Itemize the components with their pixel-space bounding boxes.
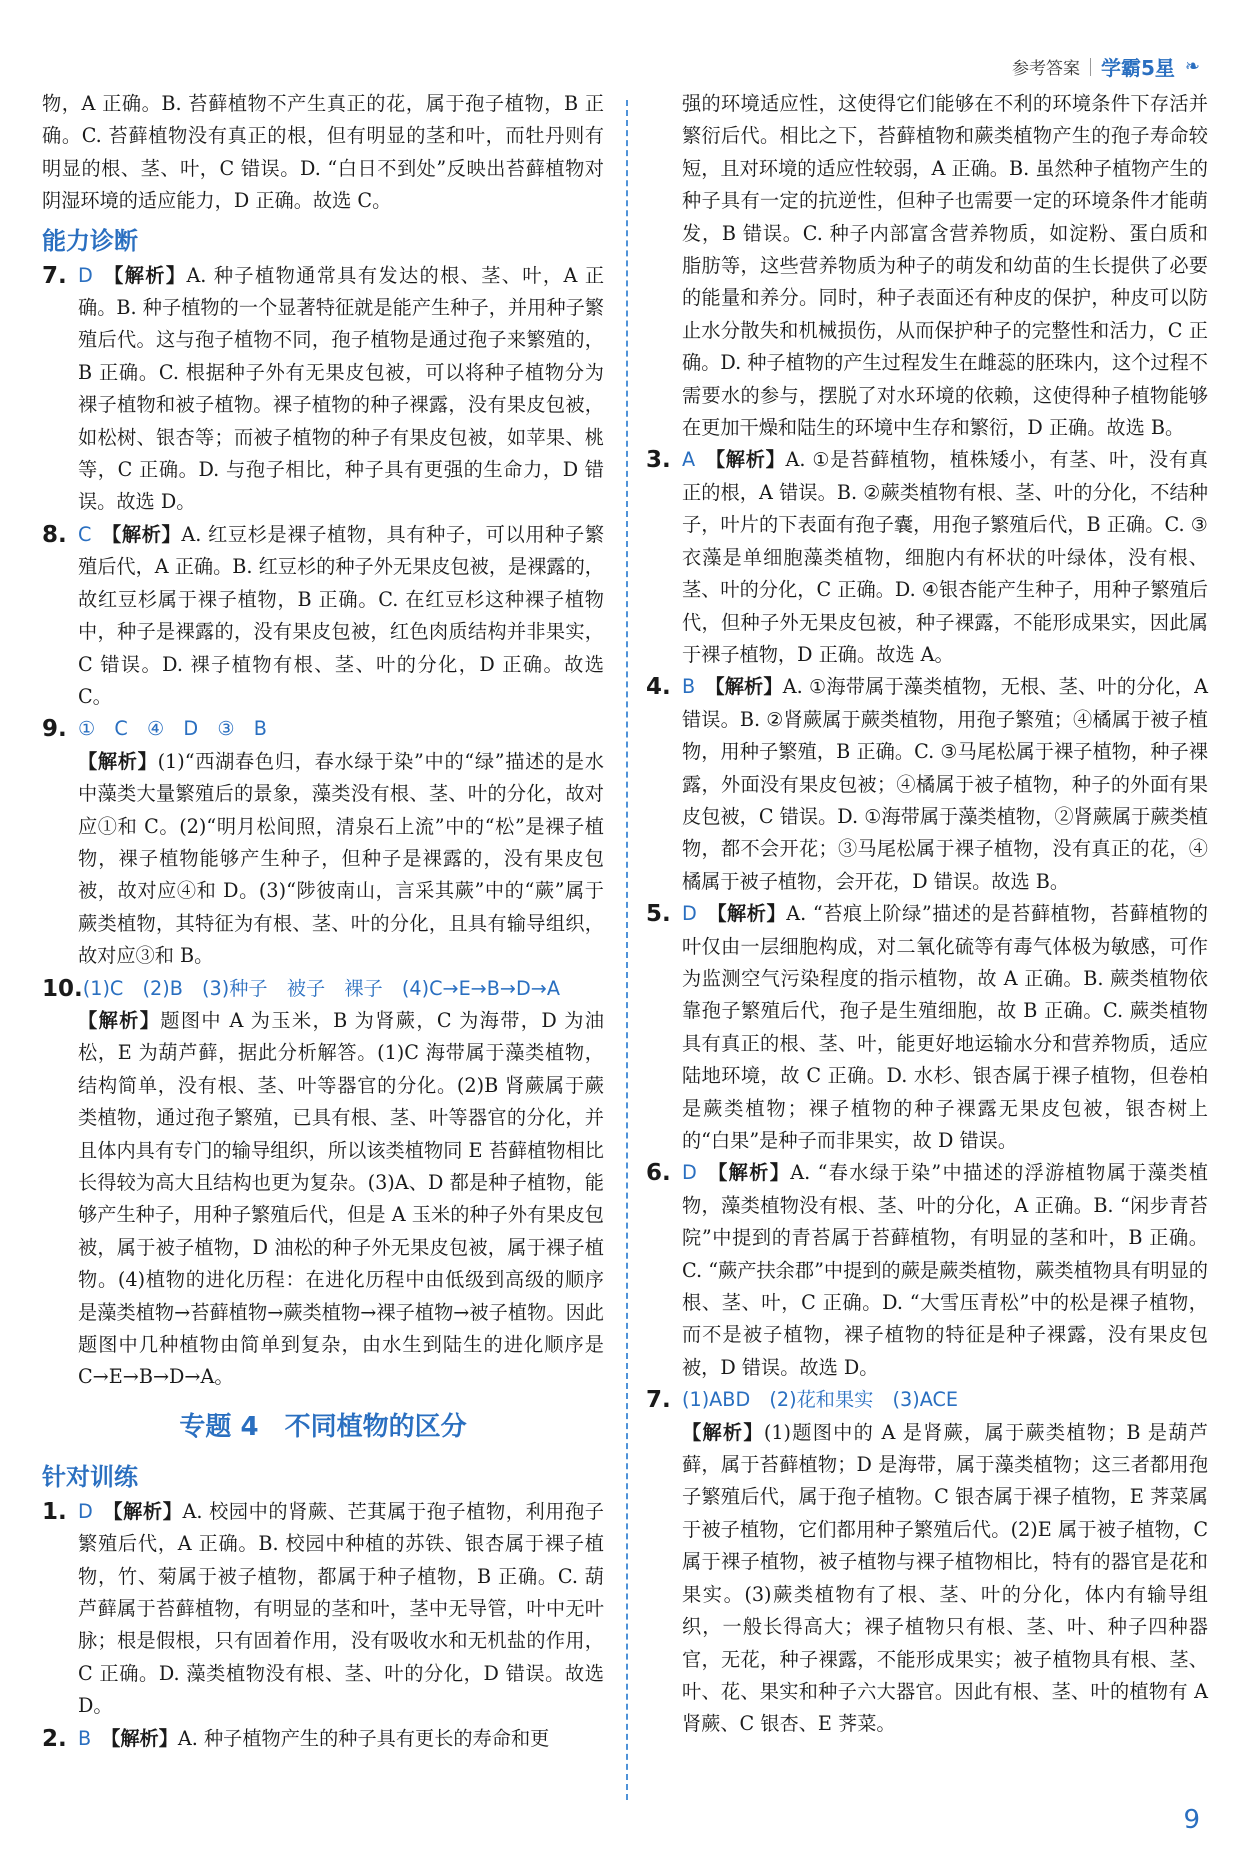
analysis-paragraph — [42, 1005, 604, 1394]
analysis-text: (1)“西湖春色归，春水绿于染”中的“绿”描述的是水中藻类大量繁殖后的景象，藻类没有根、茎、叶的分化，故对应①和 C。(2)“明月松间照，清泉石上流”中的“松”是裸子植物，裸子植物能够产生种子，但种子是裸露的，没有果皮包被，故对应④和 D。(3)“陟彼南山，言采其蕨”中的“蕨”属于蕨类植物，其特征为有根、茎、叶的分化，且具有输导组织，故对应③和 B。 — [78, 749, 604, 968]
section-heading: 能力诊断 — [42, 226, 138, 255]
question-item — [42, 519, 604, 713]
question-item — [646, 1157, 1208, 1384]
analysis-text: A. 种子植物产生的种子具有更长的寿命和更 — [177, 1726, 550, 1750]
analysis-paragraph — [42, 746, 604, 973]
analysis-text: A. 种子植物通常具有发达的根、茎、叶，A 正确。B. 种子植物的一个显著特征就是能产生种子，并用种子繁殖后代。这与孢子植物不同，孢子植物是通过孢子来繁殖的，B 正确。C. 根据种子外有无果皮包被，可以将种子植物分为裸子植物和被子植物。裸子植物的种子裸露，没有果皮包被，如松树、银杏等；而被子植物的种子有果皮包被，如苹果、桃等，C 正确。D. 与孢子相比，种子具有更强的生命力，D 错误。故选 D。 — [78, 263, 605, 514]
left-column — [42, 88, 604, 1755]
answer: B — [78, 1726, 92, 1750]
analysis-tag: 【解析】 — [706, 1161, 791, 1185]
answer: D — [78, 263, 93, 287]
answer: B — [682, 675, 696, 699]
analysis-text: A. 红豆杉是裸子植物，具有种子，可以用种子繁殖后代，A 正确。B. 红豆杉的种子外无果皮包被，是裸露的，故红豆杉属于裸子植物，B 正确。C. 在红豆杉这种裸子植物中，种子是裸露的，没有果皮包被，红色肉质结构并非果实，C 错误。D. 裸子植物有根、茎、叶的分化，D 正确。故选 C。 — [78, 522, 605, 708]
topic-heading: 专题 4 不同植物的区分 — [179, 1411, 467, 1442]
question-number: 7. — [646, 1387, 671, 1414]
analysis-tag: 【解析】 — [682, 1420, 764, 1444]
question-item — [646, 671, 1208, 898]
analysis-tag: 【解析】 — [102, 1499, 183, 1523]
analysis-tag: 【解析】 — [78, 749, 158, 773]
answer: D — [682, 902, 697, 926]
question-number: 10. — [42, 975, 83, 1002]
analysis-text: A. ①是苔藓植物，植株矮小，有茎、叶，没有真正的根，A 错误。B. ②蕨类植物有根、茎、叶的分化，不结种子，叶片的下表面有孢子囊，用孢子繁殖后代，B 正确。C. ③衣藻是单细胞藻类植物，细胞内有杯状的叶绿体，没有根、茎、叶的分化，C 正确。D. ④银杏能产生种子，用种子繁殖后代，但种子外无果皮包被，种子裸露，不能形成果实，因此属于裸子植物，D 正确。故选 A。 — [682, 448, 1208, 666]
analysis-text: A. “春水绿于染”中描述的浮游植物属于藻类植物，藻类植物没有根、茎、叶的分化，A 正确。B. “闲步青苔院”中提到的青苔属于苔藓植物，有明显的茎和叶，B 正确。C. “蕨产扶余郡”中提到的蕨是蕨类植物，蕨类植物具有明显的根、茎、叶，C 正确。D. “大雪压青松”中的松是裸子植物，而不是被子植物，裸子植物的特征是种子裸露，没有果皮包被，D 错误。故选 D。 — [682, 1161, 1208, 1379]
page-header — [1012, 52, 1200, 81]
question-number: 4. — [646, 674, 671, 701]
question-item — [646, 1384, 1208, 1416]
prev-question-tail: 强的环境适应性，这使得它们能够在不利的环境条件下存活并繁衍后代。相比之下，苔藓植物和蕨类植物产生的孢子寿命较短，且对环境的适应性较弱，A 正确。B. 虽然种子植物产生的种子具有一定的抗逆性，但种子也需要一定的环境条件才能萌发，B 错误。C. 种子内部富含营养物质，如淀粉、蛋白质和脂肪等，这些营养物质为种子的萌发和幼苗的生长提供了必要的能量和养分。同时，种子表面还有种皮的保护，种皮可以防止水分散失和机械损伤，从而保护种子的完整性和活力，C 正确。D. 种子植物的产生过程发生在雌蕊的胚珠内，这个过程不需要水的参与，摆脱了对水环境的依赖，这使得种子植物能够在更加干燥和陆生的环境中生存和繁衍，D 正确。故选 B。 — [682, 92, 1208, 440]
question-number: 1. — [42, 1498, 67, 1525]
answer: (1)C (2)B (3)种子 被子 裸子 (4)C→E→B→D→A — [82, 976, 560, 1000]
prev-question-tail: 物，A 正确。B. 苔藓植物不产生真正的花，属于孢子植物，B 正确。C. 苔藓植物没有真正的根，但有明显的茎和叶，而牡丹则有明显的根、茎、叶，C 错误。D. “白日不到处”反映出苔藓植物对阴湿环境的适应能力，D 正确。故选 C。 — [42, 92, 604, 213]
question-number: 7. — [42, 262, 67, 289]
analysis-tag: 【解析】 — [78, 1008, 161, 1032]
analysis-text: A. “苔痕上阶绿”描述的是苔藓植物，苔藓植物的叶仅由一层细胞构成，对二氧化硫等有毒气体极为敏感，可作为监测空气污染程度的指示植物，故 A 正确。B. 蕨类植物依靠孢子繁殖后代，孢子是生殖细胞，故 B 正确。C. 蕨类植物具有真正的根、茎、叶，能更好地运输水分和营养物质，适应陆地环境，故 C 正确。D. 水杉、银杏属于裸子植物，但卷柏是蕨类植物；裸子植物的种子裸露无果皮包被，银杏树上的“白果”是种子而非果实，故 D 错误。 — [682, 902, 1208, 1152]
analysis-tag: 【解析】 — [101, 522, 182, 546]
header-ref-label: 参考答案 — [1011, 59, 1080, 79]
right-column — [646, 88, 1208, 1741]
brand-leaf-icon: ❧ — [1184, 56, 1200, 77]
answer: ① C ④ D ③ B — [78, 717, 267, 741]
question-number: 9. — [42, 716, 67, 743]
question-item — [646, 898, 1208, 1157]
question-number: 5. — [646, 901, 671, 928]
analysis-paragraph — [646, 1417, 1208, 1741]
analysis-tag: 【解析】 — [705, 448, 786, 472]
answer: D — [78, 1499, 93, 1523]
header-separator — [1090, 58, 1091, 76]
analysis-text: A. ①海带属于藻类植物，无根、茎、叶的分化，A 错误。B. ②肾蕨属于蕨类植物，用孢子繁殖；④橘属于被子植物，用种子繁殖，B 正确。C. ③马尾松属于裸子植物，种子裸露，外面没有果皮包被；④橘属于被子植物，种子的外面有果皮包被，C 错误。D. ①海带属于藻类植物，②肾蕨属于蕨类植物，都不会开花；③马尾松属于裸子植物，没有真正的花，④橘属于被子植物，会开花，D 错误。故选 B。 — [682, 675, 1209, 893]
analysis-tag: 【解析】 — [102, 263, 187, 287]
analysis-text: 题图中 A 为玉米，B 为肾蕨，C 为海带，D 为油松，E 为葫芦藓，据此分析解答。(1)C 海带属于藻类植物，结构简单，没有根、茎、叶等器官的分化。(2)B 肾蕨属于蕨类植物，通过孢子繁殖，已具有根、茎、叶等器官的分化，并且体内具有专门的输导组织，所以该类植物同 E 苔藓植物相比长得较为高大且结构也更为复杂。(3)A、D 都是种子植物，能够产生种子，用种子繁殖后代，但是 A 玉米的种子外有果皮包被，属于被子植物，D 油松的种子外无果皮包被，属于裸子植物。(4)植物的进化历程：在进化历程中由低级到高级的顺序是藻类植物→苔藓植物→蕨类植物→裸子植物→被子植物。因此题图中几种植物由简单到复杂，由水生到陆生的进化顺序是 C→E→B→D→A。 — [78, 1008, 604, 1389]
question-item — [42, 713, 604, 745]
answer: (1)ABD (2)花和果实 (3)ACE — [682, 1388, 959, 1412]
question-number: 3. — [646, 447, 671, 474]
question-number: 2. — [42, 1725, 67, 1752]
question-item — [42, 1723, 604, 1755]
header-brand: 学霸5星 — [1100, 56, 1175, 80]
analysis-tag: 【解析】 — [101, 1726, 178, 1750]
answer: A — [682, 448, 696, 472]
question-item — [646, 444, 1208, 671]
column-divider — [626, 100, 628, 1800]
analysis-tag: 【解析】 — [705, 675, 783, 699]
analysis-text: A. 校园中的肾蕨、芒萁属于孢子植物，利用孢子繁殖后代，A 正确。B. 校园中种植的苏铁、银杏属于裸子植物，竹、菊属于被子植物，都属于种子植物，B 正确。C. 葫芦藓属于苔藓植物，有明显的茎和叶，茎中无导管，叶中无叶脉；根是假根，只有固着作用，没有吸收水和无机盐的作用，C 正确。D. 藻类植物没有根、茎、叶的分化，D 错误。故选 D。 — [78, 1499, 604, 1718]
answer: D — [682, 1161, 697, 1185]
question-item — [42, 260, 604, 519]
section-heading: 针对训练 — [42, 1462, 138, 1491]
page-number: 9 — [1183, 1805, 1200, 1835]
question-number: 8. — [42, 521, 67, 548]
question-item — [42, 1496, 604, 1723]
question-number: 6. — [646, 1160, 671, 1187]
question-item — [42, 973, 604, 1005]
answer: C — [78, 522, 92, 546]
analysis-text: (1)题图中的 A 是肾蕨，属于蕨类植物；B 是葫芦藓，属于苔藓植物；D 是海带，属于藻类植物；这三者都用孢子繁殖后代，属于孢子植物。C 银杏属于裸子植物，E 荠菜属于被子植物，它们都用种子繁殖后代。(2)E 属于被子植物，C 属于裸子植物，被子植物与裸子植物相比，特有的器官是花和果实。(3)蕨类植物有了根、茎、叶的分化，体内有输导组织，一般长得高大；裸子植物只有根、茎、叶、种子四种器官，无花，种子裸露，不能形成果实；被子植物具有根、茎、叶、花、果实和种子六大器官。因此有根、茎、叶的植物有 A 肾蕨、C 银杏、E 荠菜。 — [682, 1420, 1209, 1736]
analysis-tag: 【解析】 — [706, 902, 787, 926]
